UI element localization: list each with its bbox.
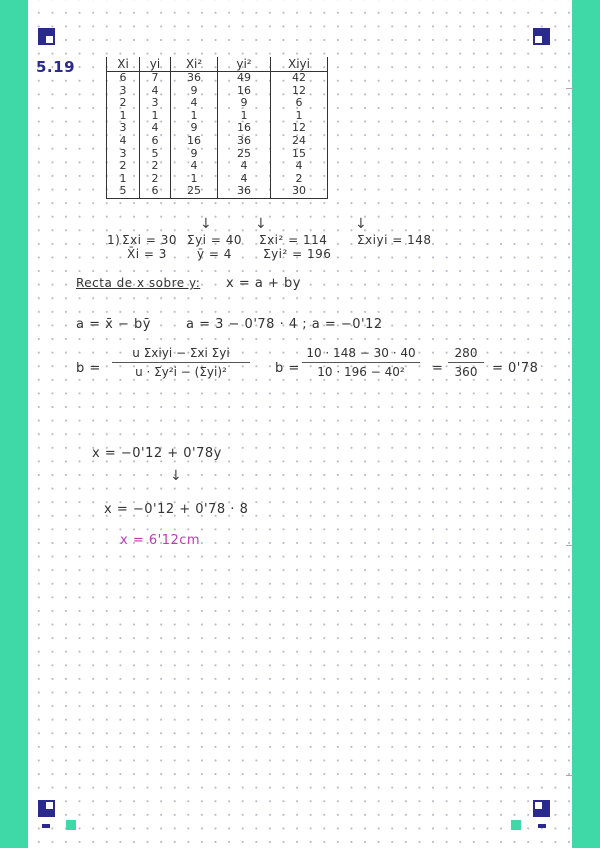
green-square-icon	[66, 820, 76, 830]
mean-x: X̄i = 3	[127, 247, 167, 261]
table-cell: 2	[140, 160, 171, 173]
table-cell: 4	[171, 97, 218, 110]
sum-x: Σxi = 30	[122, 233, 177, 247]
table-cell: 36	[171, 72, 218, 85]
table-cell: 4	[107, 135, 140, 148]
down-arrow-icon: ↓	[355, 216, 367, 232]
table-header-row	[107, 57, 328, 72]
table-cell: 2	[271, 173, 328, 186]
corner-mark-bottom-left-icon	[38, 800, 55, 817]
tab-mark-icon	[538, 824, 546, 828]
table-cell: 3	[107, 85, 140, 98]
table-row	[107, 185, 328, 198]
edge-mark	[566, 775, 574, 776]
corner-mark-bottom-right-icon	[533, 800, 550, 817]
table-cell: 9	[218, 97, 271, 110]
table-cell: 12	[271, 85, 328, 98]
sum-marker: 1)	[107, 233, 121, 247]
table-cell: 7	[140, 72, 171, 85]
recta-formula: x = a + by	[226, 276, 301, 291]
substitution: x = −0'12 + 0'78 · 8	[104, 502, 249, 517]
b-formula-numerator: u Σxiyi − Σxi Σyi	[132, 346, 230, 360]
problem-number: 5.19	[36, 58, 76, 76]
b-calc-label: b =	[275, 361, 300, 376]
table-cell: 4	[171, 160, 218, 173]
b-ratio-denominator: 360	[454, 365, 478, 379]
tab-mark-icon	[42, 824, 50, 828]
a-calculation: a = 3 − 0'78 · 4 ; a = −0'12	[186, 317, 383, 332]
col-header-xi: Xi	[107, 57, 140, 72]
table-cell: 9	[171, 85, 218, 98]
col-header-xi2: Xi²	[171, 57, 218, 72]
table-cell: 9	[171, 122, 218, 135]
edge-mark	[566, 545, 574, 546]
sum-xy: Σxiyi = 148	[357, 233, 432, 247]
table-cell: 9	[171, 148, 218, 161]
table-row	[107, 160, 328, 173]
table-cell: 4	[140, 85, 171, 98]
table-cell: 6	[140, 135, 171, 148]
table-cell: 42	[271, 72, 328, 85]
table-row	[107, 135, 328, 148]
table-cell: 4	[218, 160, 271, 173]
table-cell: 1	[107, 110, 140, 123]
b-ratio-fraction	[448, 346, 484, 379]
table-cell: 4	[218, 173, 271, 186]
corner-mark-top-right-icon	[533, 28, 550, 45]
table-cell: 6	[271, 97, 328, 110]
table-row	[107, 72, 328, 85]
table-cell: 2	[107, 97, 140, 110]
table-cell: 5	[107, 185, 140, 198]
sum-x-squared: Σxi² = 114	[259, 233, 328, 247]
table-cell: 6	[140, 185, 171, 198]
table-cell: 3	[107, 122, 140, 135]
equals-sign: =	[432, 361, 444, 376]
table-cell: 4	[140, 122, 171, 135]
sum-y: Σyi = 40	[187, 233, 242, 247]
fraction-line	[112, 362, 250, 363]
right-green-border	[572, 0, 600, 848]
col-header-xiyi: Xiyi	[271, 57, 328, 72]
table-cell: 49	[218, 72, 271, 85]
table-cell: 30	[271, 185, 328, 198]
edge-mark	[566, 88, 574, 89]
table-cell: 2	[107, 160, 140, 173]
b-calc-numerator: 10 · 148 − 30 · 40	[306, 346, 416, 360]
b-formula-denominator: u · Σy²i − (Σyi)²	[135, 365, 227, 379]
down-arrow-icon: ↓	[170, 468, 182, 484]
table-row	[107, 85, 328, 98]
down-arrow-icon: ↓	[200, 216, 212, 232]
table-cell: 4	[271, 160, 328, 173]
table-row	[107, 97, 328, 110]
left-green-border	[0, 0, 28, 848]
table-cell: 24	[271, 135, 328, 148]
table-cell: 1	[140, 110, 171, 123]
fraction-line	[448, 362, 484, 363]
table-cell: 16	[171, 135, 218, 148]
table-cell: 6	[107, 72, 140, 85]
table-cell: 3	[107, 148, 140, 161]
table-row	[107, 148, 328, 161]
a-formula: a = x̄ − bȳ	[76, 317, 151, 332]
table-cell: 1	[107, 173, 140, 186]
table-cell: 1	[271, 110, 328, 123]
col-header-yi2: yi²	[218, 57, 271, 72]
sum-y-squared: Σyi² = 196	[263, 247, 332, 261]
table-cell: 1	[171, 173, 218, 186]
table-cell: 36	[218, 185, 271, 198]
table-cell: 5	[140, 148, 171, 161]
table-cell: 25	[171, 185, 218, 198]
table-cell: 12	[271, 122, 328, 135]
recta-title: Recta de x sobre y:	[76, 276, 201, 290]
table-cell: 3	[140, 97, 171, 110]
b-result: = 0'78	[492, 361, 539, 376]
b-formula-fraction	[112, 346, 250, 379]
green-square-icon	[511, 820, 521, 830]
fraction-line	[302, 362, 420, 363]
b-calc-denominator: 10 · 196 − 40²	[317, 365, 405, 379]
table-cell: 15	[271, 148, 328, 161]
col-header-yi: yi	[140, 57, 171, 72]
table-cell: 16	[218, 122, 271, 135]
b-calc-fraction	[302, 346, 420, 379]
table-cell: 2	[140, 173, 171, 186]
table-cell: 1	[171, 110, 218, 123]
table-cell: 1	[218, 110, 271, 123]
b-label: b =	[76, 361, 101, 376]
corner-mark-top-left-icon	[38, 28, 55, 45]
table-cell: 25	[218, 148, 271, 161]
regression-line-equation: x = −0'12 + 0'78y	[92, 446, 222, 461]
final-result: x = 6'12cm	[120, 533, 201, 548]
b-ratio-numerator: 280	[454, 346, 478, 360]
mean-y: ȳ = 4	[197, 247, 232, 261]
table-cell: 36	[218, 135, 271, 148]
table-cell: 16	[218, 85, 271, 98]
down-arrow-icon: ↓	[255, 216, 267, 232]
data-table	[106, 57, 328, 199]
